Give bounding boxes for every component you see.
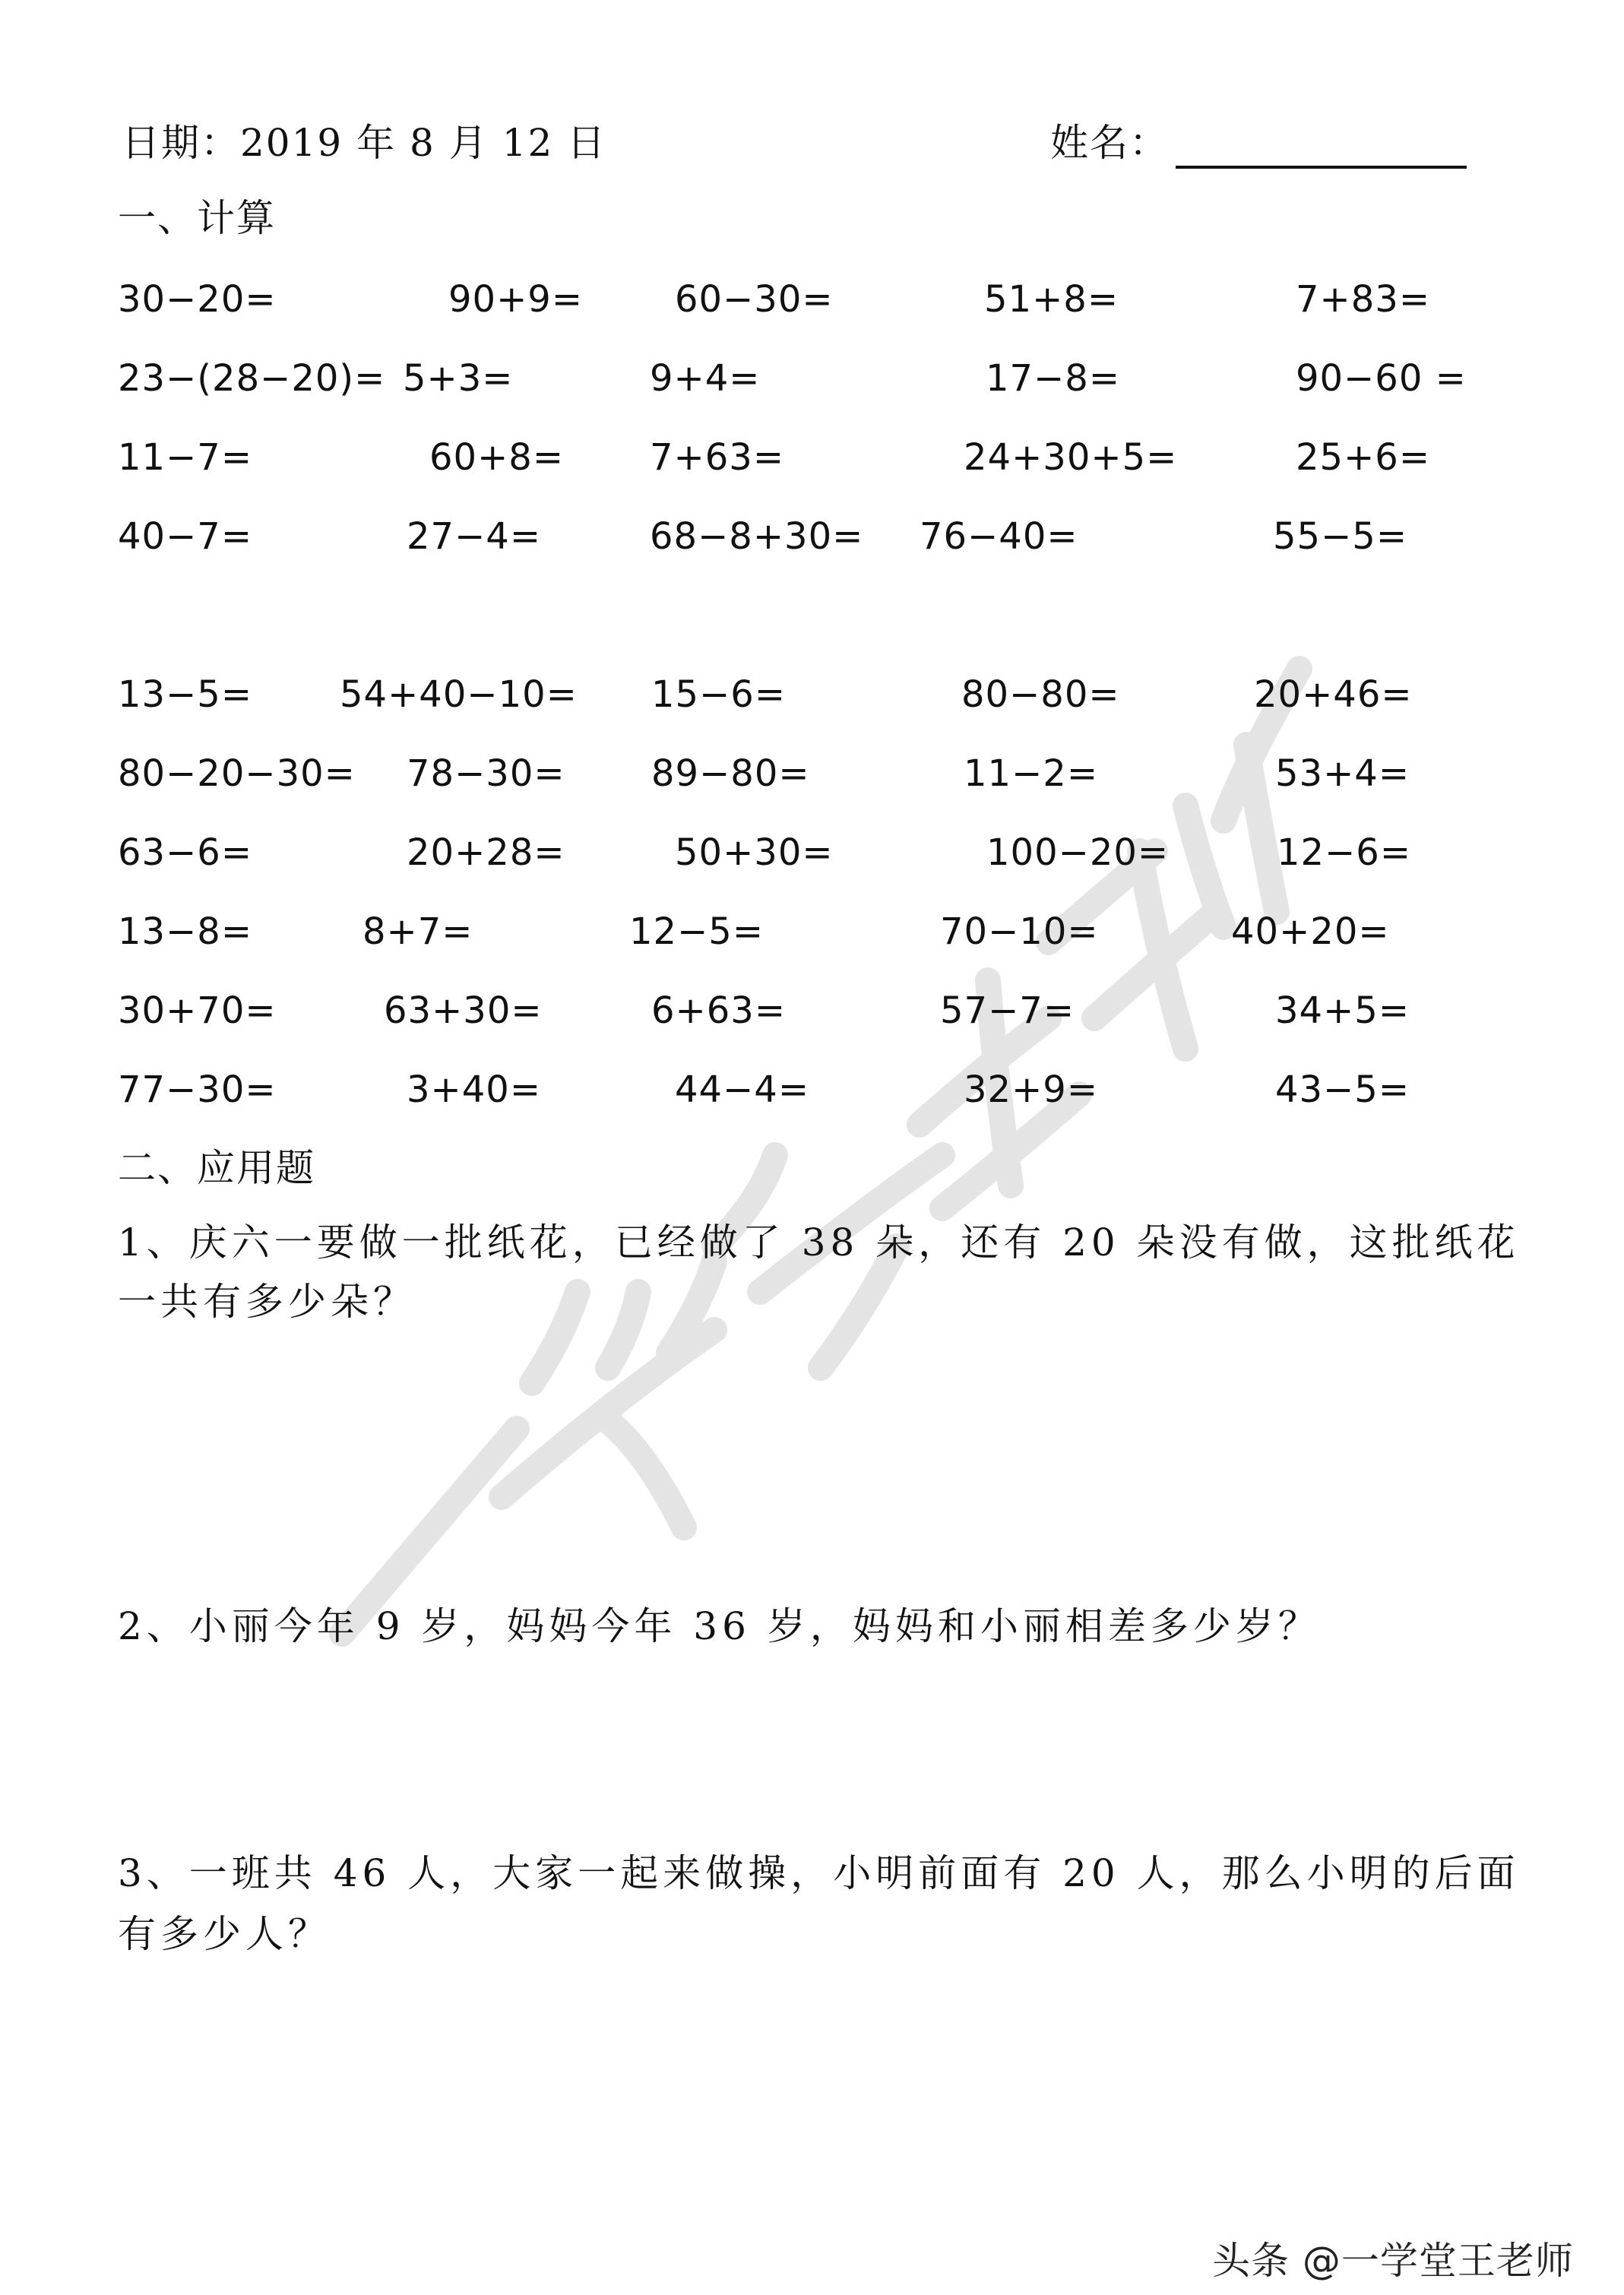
equation-item: 40−7= [118,515,253,558]
equation-item: 68−8+30= [650,515,864,558]
equation-item: 55−5= [1273,515,1408,558]
date-label: 日期：2019 年 8 月 12 日 [122,121,607,165]
problem-3-line-1: 3、一班共 46 人，大家一起来做操，小明前面有 20 人，那么小明的后面 [118,1851,1520,1895]
equation-item: 53+4= [1275,752,1410,795]
equation-item: 100−20= [986,831,1170,874]
equation-item: 13−8= [118,910,253,953]
equation-item: 63+30= [384,989,543,1032]
equation-item: 80−20−30= [118,752,356,795]
equation-item: 8+7= [362,910,473,953]
equation-item: 78−30= [407,752,565,795]
equation-item: 11−7= [118,436,253,479]
equation-item: 77−30= [118,1068,277,1111]
equation-item: 70−10= [940,910,1099,953]
equation-item: 20+28= [407,831,565,874]
source-credit: 头条 @一学堂王老师 [1212,2239,1574,2283]
equation-item: 30−20= [118,278,277,321]
problem-2-line-1: 2、小丽今年 9 岁，妈妈今年 36 岁，妈妈和小丽相差多少岁？ [118,1604,1321,1648]
equation-item: 90+9= [448,278,584,321]
equation-item: 12−6= [1277,831,1412,874]
equation-item: 54+40−10= [340,673,578,716]
equation-item: 13−5= [118,673,253,716]
equation-item: 24+30+5= [964,436,1178,479]
equation-item: 63−6= [118,831,253,874]
equation-item: 3+40= [407,1068,542,1111]
problem-1-line-1: 1、庆六一要做一批纸花，已经做了 38 朵，还有 20 朵没有做，这批纸花 [118,1220,1520,1265]
equation-item: 60−30= [675,278,834,321]
equation-item: 7+63= [650,436,785,479]
equation-item: 23−(28−20)= [118,357,386,400]
equation-item: 9+4= [650,357,761,400]
equation-item: 12−5= [629,910,765,953]
equation-item: 80−80= [961,673,1120,716]
section-2-title: 二、应用题 [118,1146,315,1190]
equation-item: 20+46= [1254,673,1413,716]
name-blank-line[interactable] [1176,166,1467,169]
equation-item: 15−6= [651,673,787,716]
equation-item: 7+83= [1296,278,1431,321]
equation-item: 40+20= [1231,910,1390,953]
equation-item: 27−4= [407,515,542,558]
equation-item: 43−5= [1275,1068,1410,1111]
equation-item: 34+5= [1275,989,1410,1032]
equation-item: 76−40= [920,515,1078,558]
equation-item: 57−7= [940,989,1075,1032]
equation-item: 30+70= [118,989,277,1032]
equation-item: 44−4= [675,1068,810,1111]
equation-item: 50+30= [675,831,834,874]
problem-3-line-2: 有多少人？ [118,1912,331,1956]
section-1-title: 一、计算 [118,196,276,240]
equation-item: 89−80= [651,752,810,795]
equation-item: 11−2= [964,752,1099,795]
equation-item: 25+6= [1296,436,1431,479]
equation-item: 51+8= [984,278,1119,321]
equation-item: 32+9= [964,1068,1099,1111]
name-label: 姓名： [1050,121,1169,165]
equation-item: 60+8= [429,436,565,479]
equation-item: 5+3= [403,357,514,400]
equation-item: 90−60 = [1296,357,1467,400]
problem-1-line-2: 一共有多少朵？ [118,1280,416,1324]
equation-item: 17−8= [986,357,1121,400]
equation-item: 6+63= [651,989,787,1032]
